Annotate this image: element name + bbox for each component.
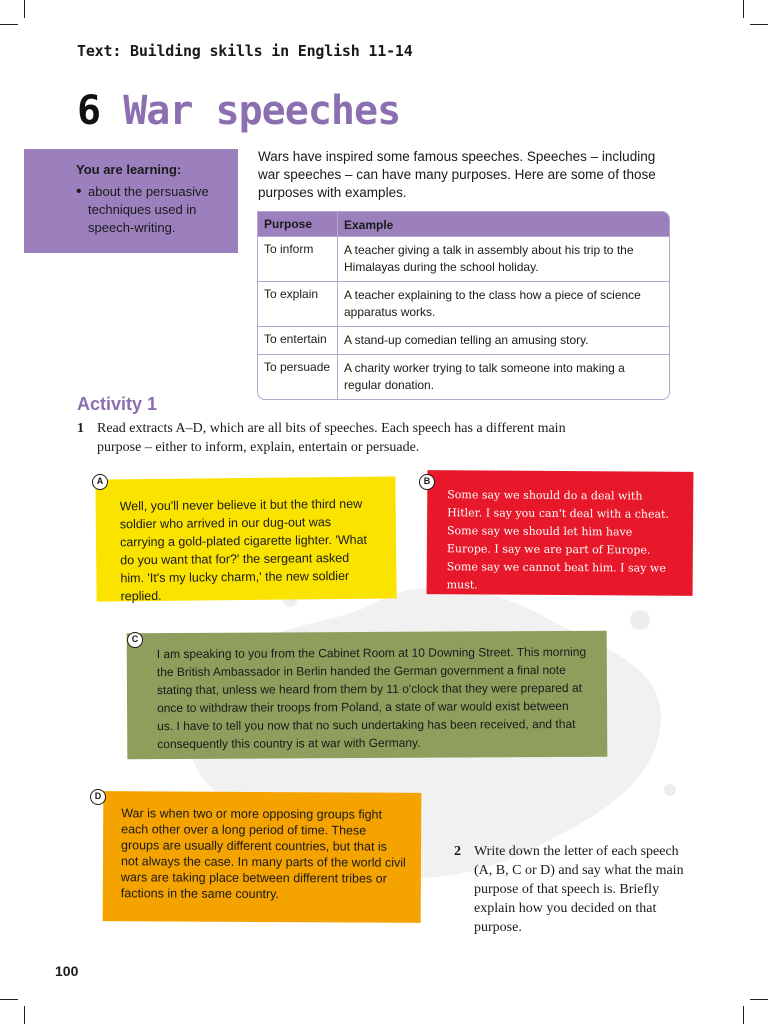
extract-a-letter-badge: A: [92, 474, 108, 490]
table-cell: To inform: [258, 237, 338, 281]
learning-heading: You are learning:: [76, 162, 182, 177]
question-2: [454, 842, 684, 937]
activity-title: Activity 1: [77, 394, 158, 414]
purpose-table: [257, 211, 670, 400]
crop-mark: [0, 999, 18, 1000]
crop-mark: [743, 1006, 744, 1024]
table-cell: A stand-up comedian telling an amusing story.: [344, 333, 589, 347]
crop-mark: [750, 24, 768, 25]
chapter-title: War speeches: [123, 88, 401, 134]
extract-b-card: Some say we should do a deal with Hitler. I say you can't deal with a cheat. Some say we should let him have Europe. I say we are part of Europe. Some say we cannot beat him. I say we must.: [427, 470, 694, 596]
table-row: [258, 354, 669, 399]
chapter-heading: [77, 88, 400, 134]
table-cell: A teacher giving a talk in assembly about his trip to the Himalayas during the school holiday.: [344, 243, 634, 274]
table-cell: A teacher explaining to the class how a piece of science apparatus works.: [344, 288, 641, 319]
question-number: 2: [454, 844, 461, 859]
table-header-cell: Purpose: [258, 212, 338, 236]
crop-mark: [24, 0, 25, 18]
question-number: 1: [77, 421, 84, 436]
crop-mark: [750, 999, 768, 1000]
table-row: [258, 326, 669, 354]
crop-mark: [24, 1006, 25, 1024]
extract-d-card: War is when two or more opposing groups fight each other over a long period of time. These groups are usually different countries, but that is not always the case. In many parts of the world civil wars are taking place between different tribes or factions in the same country.: [103, 791, 422, 923]
table-header-cell: Example: [344, 218, 394, 232]
crop-mark: [743, 0, 744, 18]
crop-mark: [0, 24, 18, 25]
chapter-number: 6: [77, 88, 101, 134]
question-1: [77, 419, 577, 457]
running-header: Text: Building skills in English 11-14: [77, 42, 413, 60]
extract-a-card: Well, you'll never believe it but the third new soldier who arrived in our dug-out was carrying a gold-plated cigarette lighter. 'What do you want that for?' the sergeant asked him. 'It's my lucky charm,' the new soldier replied.: [95, 476, 396, 601]
table-cell: To persuade: [258, 355, 338, 399]
table-cell: To entertain: [258, 327, 338, 354]
table-cell: To explain: [258, 282, 338, 326]
extract-b-letter-badge: B: [419, 474, 435, 490]
table-row: [258, 236, 669, 281]
table-header-row: [258, 212, 669, 236]
learning-item: • about the persuasive techniques used in speech-writing.: [76, 183, 224, 237]
extract-c-card: I am speaking to you from the Cabinet Room at 10 Downing Street. This morning the British Ambassador in Berlin handed the German government a final note stating that, unless we heard from them by 11 o'clock that they were prepared at once to withdraw their troops from Poland, a state of war would exist between us. I have to tell you now that no such undertaking has been received, and that consequently this country is at war with Germany.: [127, 631, 608, 760]
extract-d-letter-badge: D: [90, 789, 106, 805]
question-text: Read extracts A–D, which are all bits of speeches. Each speech has a different main purpose – either to inform, explain, entertain or persuade.: [97, 421, 566, 455]
intro-paragraph: Wars have inspired some famous speeches. Speeches – including war speeches – can have many purposes. Here are some of those purposes with examples.: [258, 149, 656, 200]
question-text: Write down the letter of each speech (A, B, C or D) and say what the main purpose of that speech is. Briefly explain how you decided on that purpose.: [474, 844, 684, 935]
table-row: [258, 281, 669, 326]
learning-objectives-box: [24, 149, 238, 253]
extract-c-letter-badge: C: [127, 632, 143, 648]
page-number: 100: [55, 963, 79, 979]
table-cell: A charity worker trying to talk someone into making a regular donation.: [344, 361, 625, 392]
